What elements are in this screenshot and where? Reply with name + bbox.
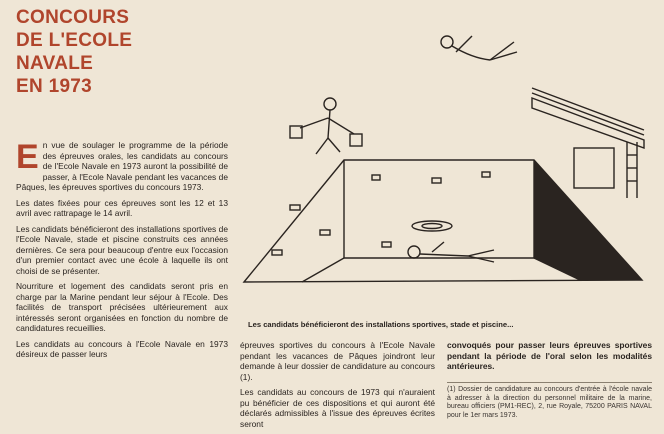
paragraph: Les candidats bénéficieront des installations sportives de l'Ecole Navale, stade et piscine construits ces années dernières. Ce sera pour beaucoup d'entre eux l'occasion d'un premier contact avec une école à laquelle ils ont choisi de se présenter. [16, 223, 228, 276]
paragraph-text: n vue de soulager le programme de la période des épreuves orales, les candidats au concours de l'Ecole Navale en 1973 auront la possibilité de passer, à l'Ecole Navale pendant les vacances de Pâques, les épreuves sportives du concours 1973. [16, 140, 228, 192]
title-line: CONCOURS [16, 7, 130, 28]
bucket-carrier-figure [290, 98, 362, 154]
drop-cap: E [16, 138, 39, 176]
paragraph: Les candidats au concours de 1973 qui n'auraient pu bénéficier de ces dispositions et qui auront été déclarés admissibles à l'issue des épreuves écrites seront [240, 387, 435, 429]
title-line: NAVALE [16, 53, 94, 74]
article-column-1 [16, 140, 228, 365]
illustration-caption: Les candidats bénéficieront des installations sportives, stade et piscine... [248, 320, 514, 329]
paragraph [16, 140, 228, 193]
paragraph: Nourriture et logement des candidats seront pris en charge par la Marine pendant leur séjour à l'Ecole. Des facilités de transport précisées ultérieurement aux intéressés seront organisées en fonction du nombre de candidatures recueillies. [16, 281, 228, 333]
title-line: EN 1973 [16, 76, 93, 97]
article-title [16, 6, 216, 98]
paragraph: Les candidats au concours à l'Ecole Navale en 1973 désireux de passer leurs [16, 338, 228, 359]
title-line: DE L'ECOLE [16, 30, 133, 51]
pool-wall [302, 258, 344, 282]
footnote: (1) Dossier de candidature au concours d'entrée à l'école navale à adresser à la direction du personnel militaire de la marine, bureau officiers (PM1-REC), 2, rue Royale, 75200 PARIS NAVAL pour le 1er mars 1973. [447, 382, 652, 420]
tile-marks [272, 172, 490, 255]
paragraph: Les dates fixées pour ces épreuves sont les 12 et 13 avril avec rattrapage le 14 avril. [16, 197, 228, 218]
paragraph: épreuves sportives du concours à l'Ecole Navale pendant les vacances de Pâques joindront leur demande à leur dossier de candidature au concours (1). [240, 340, 435, 382]
paragraph: convoqués pour passer leurs épreuves sportives pendant la période de l'oral selon les modalités antérieures. [447, 340, 652, 371]
article-column-3 [447, 340, 652, 377]
lying-figure [408, 242, 494, 262]
pool-cartoon-illustration [232, 30, 660, 318]
article-column-2 [240, 340, 435, 434]
diver-figure [441, 36, 517, 60]
splash-marks [412, 221, 452, 231]
